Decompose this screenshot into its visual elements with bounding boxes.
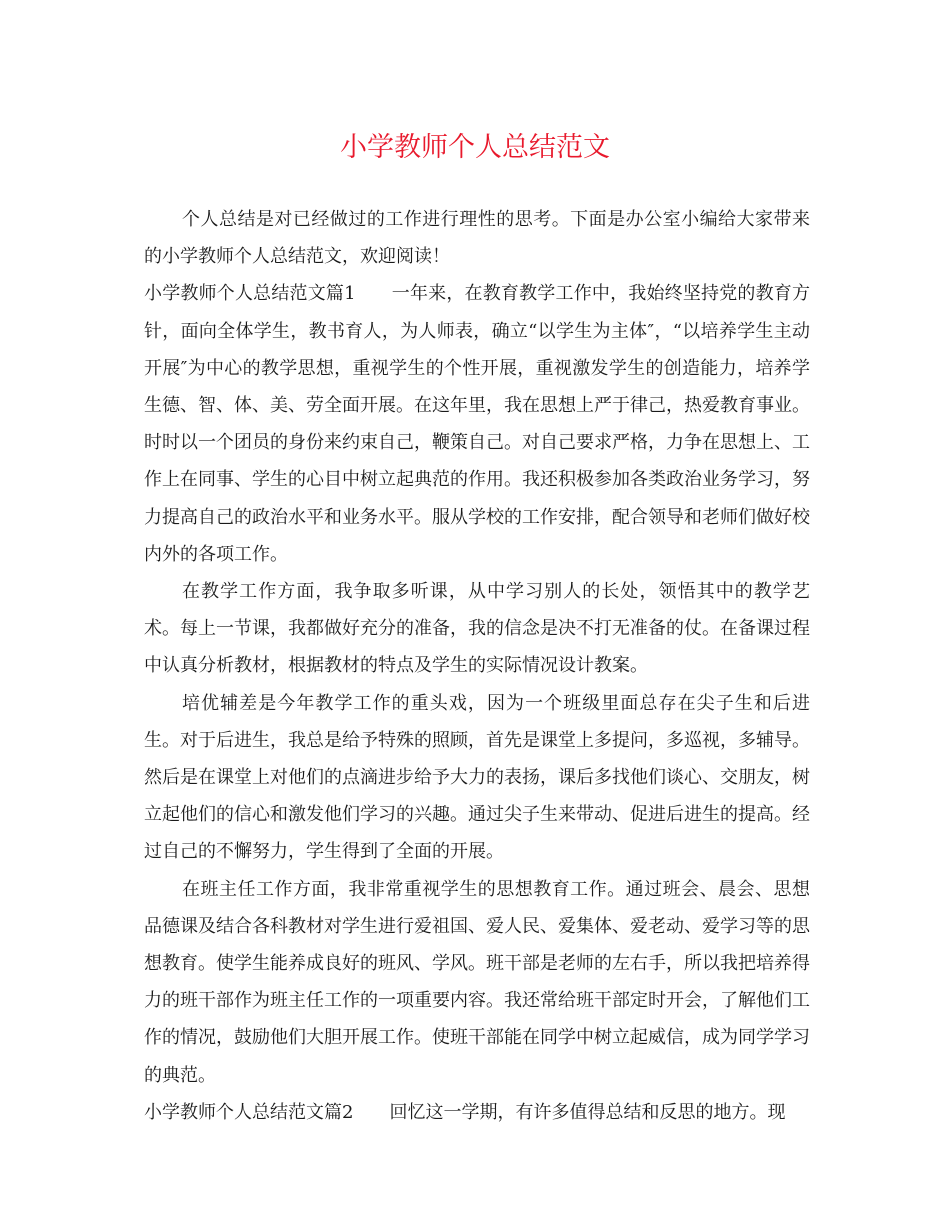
document-title: 小学教师个人总结范文 (340, 132, 610, 163)
document-body (144, 201, 810, 1131)
section-1-heading: 小学教师个人总结范文篇1 (144, 283, 356, 305)
section-2-spacer (353, 1102, 389, 1123)
section-2-text: 回忆这一学期，有许多值得总结和反思的地方。现 (389, 1101, 786, 1123)
tutoring-paragraph: 培优辅差是今年教学工作的重头戏，因为一个班级里面总存在尖子生和后进生。对于后进生，我总是给予特殊的照顾，首先是课堂上多提问，多巡视，多辅导。然后是在课堂上对他们的点滴进步给予大力的表扬，课后多找他们谈心、交朋友，树立起他们的信心和激发他们学习的兴趣。通过尖子生来带动、促进后进生的提高。经过自己的不懈努力，学生得到了全面的开展。 (144, 692, 810, 863)
class-teacher-paragraph: 在班主任工作方面，我非常重视学生的思想教育工作。通过班会、晨会、思想品德课及结合各科教材对学生进行爱祖国、爱人民、爱集体、爱老动、爱学习等的思想教育。使学生能养成良好的班风、学风。班干部是老师的左右手，所以我把培养得力的班干部作为班主任工作的一项重要内容。我还常给班干部定时开会，了解他们工作的情况，鼓励他们大胆开展工作。使班干部能在同学中树立起威信，成为同学学习的典范。 (144, 878, 810, 1086)
intro-paragraph: 个人总结是对已经做过的工作进行理性的思考。下面是办公室小编给大家带来的小学教师个人总结范文，欢迎阅读！ (144, 209, 810, 268)
section-2-paragraph (144, 1094, 810, 1131)
section-1-text: 一年来，在教育教学工作中，我始终坚持党的教育方针，面向全体学生，教书育人，为人师表，确立“以学生为主体″，“以培养学生主动开展″为中心的教学思想，重视学生的个性开展，重视激发学生的创造能力，培养学生德、智、体、美、劳全面开展。在这年里，我在思想上严于律己，热爱教育事业。时时以一个团员的身份来约束自己，鞭策自己。对自己要求严格，力争在思想上、工作上在同事、学生的心目中树立起典范的作用。我还积极参加各类政治业务学习，努力提高自己的政治水平和业务水平。服从学校的工作安排，配合领导和老师们做好校内外的各项工作。 (144, 283, 811, 565)
section-2-heading: 小学教师个人总结范文篇2 (144, 1101, 354, 1123)
section-1-paragraph (144, 275, 810, 573)
section-1-spacer (356, 283, 392, 304)
teaching-paragraph: 在教学工作方面，我争取多听课，从中学习别人的长处，领悟其中的教学艺术。每上一节课，我都做好充分的准备，我的信念是决不打无准备的仗。在备课过程中认真分析教材，根据教材的特点及学生的实际情况设计教案。 (144, 581, 810, 677)
